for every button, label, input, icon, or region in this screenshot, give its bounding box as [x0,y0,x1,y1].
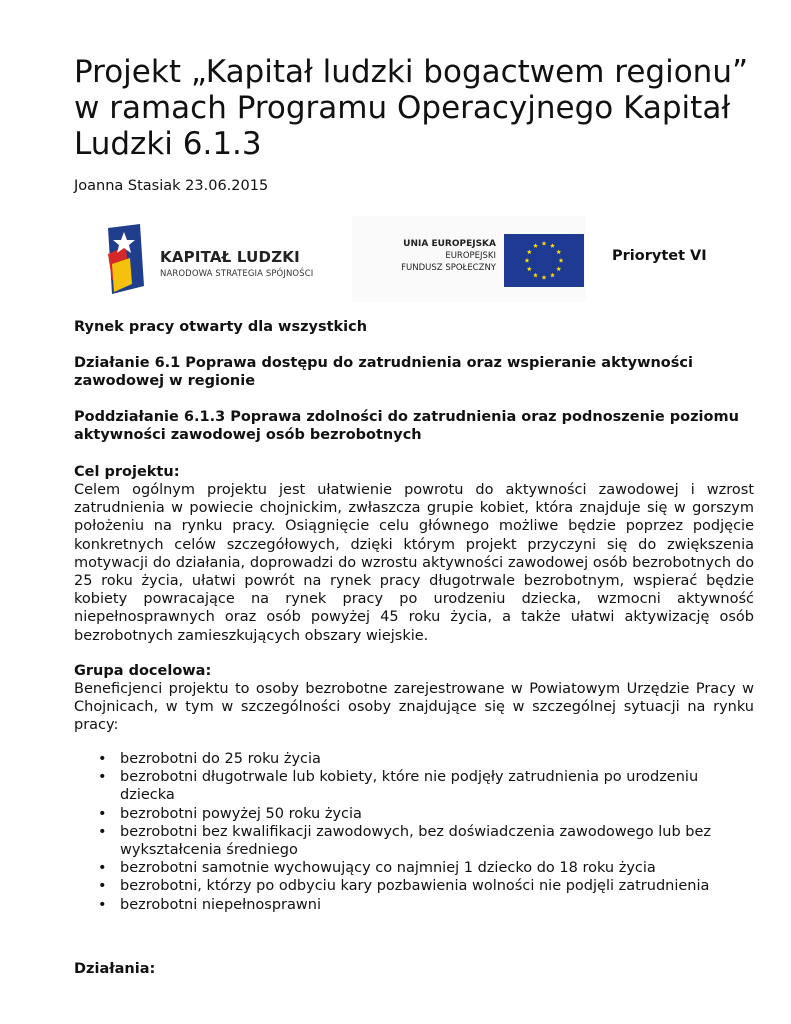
bullet-icon: • [98,769,107,786]
list-item [74,750,754,768]
list-item-text: bezrobotni długotrwale lub kobiety, które nie podjęły zatrudnienia po urodzeniu dziecka [120,769,699,804]
eu-logo-text [401,238,496,274]
kapital-ludzki-title: KAPITAŁ LUDZKI [160,248,300,266]
heading-grupa-docelowa: Grupa docelowa: [74,663,212,679]
list-item-text: bezrobotni samotnie wychowujący co najmniej 1 dziecko do 18 roku życia [120,860,656,877]
target-group-list [74,750,754,914]
eu-flag-icon [504,234,584,287]
paragraph-cel-projektu: Celem ogólnym projektu jest ułatwienie powrotu do aktywności zawodowej i wzrost zatrudnienia w powiecie chojnickim, zwłaszcza grupie kobiet, która znajduje się w gorszym położeniu na rynku pracy. Osiągnięcie celu głównego możliwe będzie poprzez podjęcie konkretnych celów szczegółowych, dzięki którym projekt przyczyni się do zwiększenia motywacji do działania, doprowadzi do wzrostu aktywności zawodowej osób bezrobotnych do 25 roku życia, ułatwi powrót na rynek pracy długotrwale bezrobotnym, wspierać będzie kobiety powracające na rynek pracy po urodzeniu dziecka, wzmocni aktywność niepełnosprawnych oraz osób powyżej 45 roku życia, a także ułatwi aktywizację osób bezrobotnych zamieszkujących obszary wiejskie. [74,482,754,644]
bullet-icon: • [98,860,107,877]
list-item [74,896,754,914]
list-item-text: bezrobotni powyżej 50 roku życia [120,805,362,822]
priorytet-label: Priorytet VI [612,248,707,264]
heading-poddzialanie: Poddziałanie 6.1.3 Poprawa zdolności do zatrudnienia oraz podnoszenie poziomu aktywności zawodowej osób bezrobotnych [74,409,739,443]
eu-line-1: UNIA EUROPEJSKA [403,239,496,249]
heading-dzialanie: Działanie 6.1 Poprawa dostępu do zatrudnienia oraz wspieranie aktywności zawodowej w regionie [74,355,693,389]
list-item [74,805,754,823]
logo-strip [74,216,754,306]
document-title: Projekt „Kapitał ludzki bogactwem regionu” w ramach Programu Operacyjnego Kapitał Ludzki 6.1.3 [74,54,749,162]
list-item-text: bezrobotni bez kwalifikacji zawodowych, bez doświadczenia zawodowego lub bez wykształcenia średniego [120,823,712,859]
list-item-text: bezrobotni, którzy po odbyciu kary pozbawienia wolności nie podjęli zatrudnienia [120,878,710,895]
paragraph-grupa-docelowa: Beneficjenci projektu to osoby bezrobotne zarejestrowane w Powiatowym Urzędzie Pracy w Chojnicach, w tym w szczególności osoby znajdujące się w szczególnej sytuacji na rynku pracy: [74,681,754,734]
eu-line-3: FUNDUSZ SPOŁECZNY [401,263,496,273]
bullet-icon: • [98,751,107,767]
list-item [74,859,754,877]
list-item-text: bezrobotni do 25 roku życia [120,751,321,767]
kapital-ludzki-logo [104,224,334,294]
kapital-ludzki-flag-icon [104,224,148,294]
list-item [74,877,754,895]
list-item [74,768,754,804]
bullet-icon: • [98,823,107,840]
author-date-line: Joanna Stasiak 23.06.2015 [74,178,269,194]
heading-dzialania: Działania: [74,961,156,977]
bullet-icon: • [98,896,107,913]
eu-logo [352,216,586,302]
eu-line-2: EUROPEJSKI [445,251,496,261]
bullet-icon: • [98,805,107,822]
kapital-ludzki-subtitle: NARODOWA STRATEGIA SPÓJNOŚCI [160,269,314,279]
heading-cel-projektu: Cel projektu: [74,464,180,480]
list-item [74,823,754,859]
bullet-icon: • [98,878,107,895]
heading-rynek: Rynek pracy otwarty dla wszystkich [74,319,368,335]
list-item-text: bezrobotni niepełnosprawni [120,896,321,913]
